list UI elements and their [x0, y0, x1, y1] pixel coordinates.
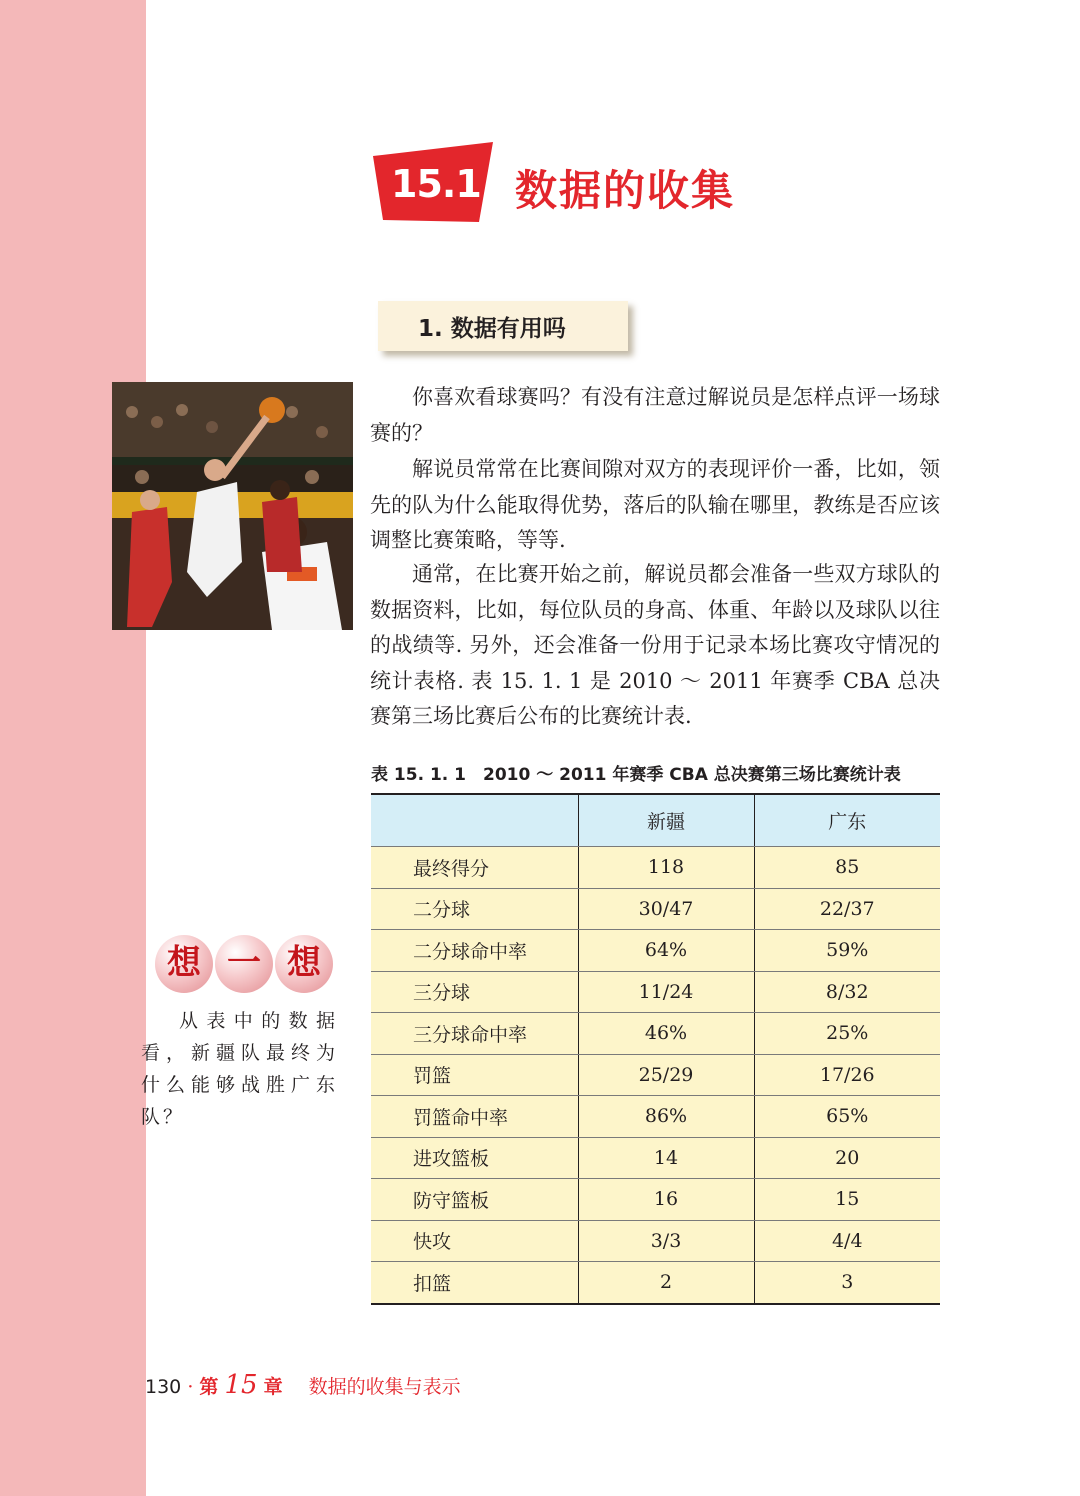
xinjiang-value: 46%: [578, 1013, 754, 1055]
xinjiang-value: 3/3: [578, 1220, 754, 1262]
think-bubble: 一: [215, 935, 273, 993]
paragraph-intro: 你喜欢看球赛吗？有没有注意过解说员是怎样点评一场球赛的？: [370, 385, 940, 445]
guangdong-value: 65%: [754, 1096, 940, 1138]
section-title: 数据的收集: [515, 166, 736, 215]
table-caption: 表 15. 1. 1 2010 ～ 2011 年赛季 CBA 总决赛第三场比赛统计表: [371, 765, 901, 785]
guangdong-value: 59%: [754, 930, 940, 972]
xinjiang-value: 64%: [578, 930, 754, 972]
guangdong-value: 17/26: [754, 1054, 940, 1096]
row-label: 三分球命中率: [371, 1013, 578, 1055]
xinjiang-value: 16: [578, 1179, 754, 1221]
subsection-label: 1. 数据有用吗: [418, 316, 566, 342]
paragraph-preparation: 通常，在比赛开始之前，解说员都会准备一些双方球队的数据资料，比如，每位队员的身高、体重、年龄以及球队以往的战绩等. 另外，还会准备一份用于记录本场比赛攻守情况的统计表格. 表 15. 1. 1 是 2010 ～ 2011 年赛季 CBA 总决赛第三场比赛后公布的比赛统计表.: [370, 562, 940, 728]
xinjiang-value: 25/29: [578, 1054, 754, 1096]
xinjiang-value: 30/47: [578, 888, 754, 930]
header-cell-empty: [371, 794, 578, 847]
row-label: 快攻: [371, 1220, 578, 1262]
guangdong-value: 8/32: [754, 971, 940, 1013]
page-number: 130: [145, 1376, 182, 1398]
row-label: 三分球: [371, 971, 578, 1013]
table-header-row: [371, 794, 940, 847]
chapter-prefix: 第: [199, 1376, 219, 1398]
guangdong-value: 25%: [754, 1013, 940, 1055]
row-label: 罚篮命中率: [371, 1096, 578, 1138]
guangdong-value: 3: [754, 1262, 940, 1304]
row-label: 进攻篮板: [371, 1137, 578, 1179]
stats-table: [371, 793, 940, 1305]
table-row: [371, 1096, 940, 1138]
page-footer: [145, 1370, 461, 1400]
page-margin-strip: [0, 0, 146, 1496]
table-row: [371, 930, 940, 972]
guangdong-value: 20: [754, 1137, 940, 1179]
row-label: 最终得分: [371, 847, 578, 889]
row-label: 防守篮板: [371, 1179, 578, 1221]
subsection-tag: [378, 301, 628, 351]
table-row: [371, 1220, 940, 1262]
row-label: 罚篮: [371, 1054, 578, 1096]
row-label: 二分球命中率: [371, 930, 578, 972]
guangdong-value: 15: [754, 1179, 940, 1221]
think-bubble: 想: [275, 935, 333, 993]
header-cell-guangdong: 广东: [754, 794, 940, 847]
chapter-number: 15: [224, 1370, 258, 1400]
chapter-title: 数据的收集与表示: [308, 1376, 461, 1398]
xinjiang-value: 11/24: [578, 971, 754, 1013]
think-about-it-badge: [155, 935, 325, 995]
header-cell-xinjiang: 新疆: [578, 794, 754, 847]
row-label: 扣篮: [371, 1262, 578, 1304]
table-row: [371, 1179, 940, 1221]
table-row: [371, 971, 940, 1013]
think-bubble: 想: [155, 935, 213, 993]
basketball-game-photo: [112, 382, 353, 630]
paragraph-commentary: 解说员常常在比赛间隙对双方的表现评价一番，比如，领先的队为什么能取得优势，落后的队输在哪里，教练是否应该调整比赛策略，等等.: [370, 457, 940, 552]
section-number: 15.1: [391, 162, 481, 206]
row-label: 二分球: [371, 888, 578, 930]
section-number-badge: [371, 142, 493, 222]
table-row: [371, 1137, 940, 1179]
table-row: [371, 1013, 940, 1055]
xinjiang-value: 14: [578, 1137, 754, 1179]
table-row: [371, 888, 940, 930]
sidebar-question: 从表中的数据看，新疆队最终为什么能够战胜广东队？: [141, 1010, 338, 1128]
xinjiang-value: 2: [578, 1262, 754, 1304]
table-row: [371, 847, 940, 889]
guangdong-value: 4/4: [754, 1220, 940, 1262]
table-row: [371, 1054, 940, 1096]
guangdong-value: 85: [754, 847, 940, 889]
table-row: [371, 1262, 940, 1304]
chapter-suffix: 章: [263, 1376, 283, 1398]
xinjiang-value: 118: [578, 847, 754, 889]
guangdong-value: 22/37: [754, 888, 940, 930]
footer-separator: ·: [187, 1376, 194, 1398]
xinjiang-value: 86%: [578, 1096, 754, 1138]
